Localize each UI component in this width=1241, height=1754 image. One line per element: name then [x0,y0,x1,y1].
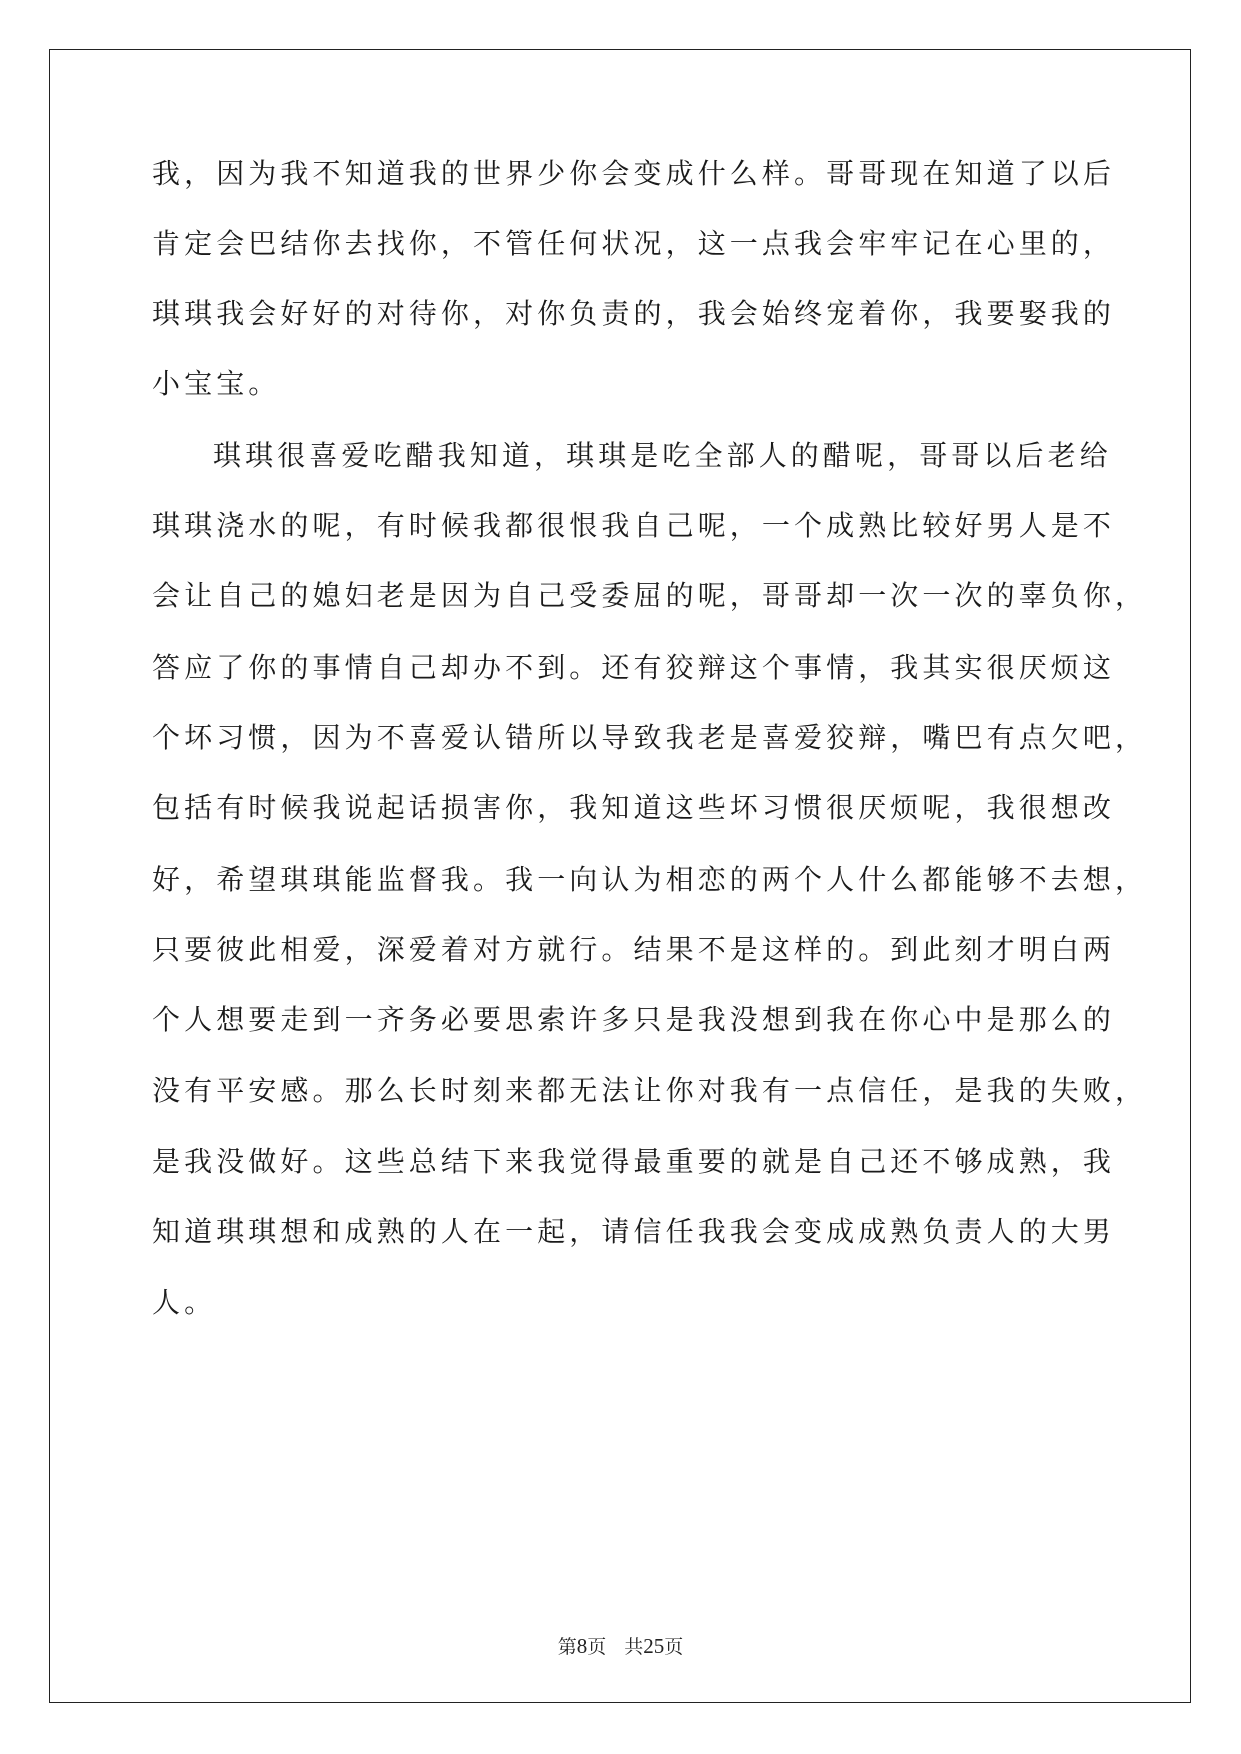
body-text-line: 包括有时候我说起话损害你，我知道这些坏习惯很厌烦呢，我很想改 [152,791,1116,824]
paragraph-first-line: 琪琪很喜爱吃醋我知道，琪琪是吃全部人的醋呢，哥哥以后老给 [213,439,1112,472]
body-text-line: 琪琪我会好好的对待你，对你负责的，我会始终宠着你，我要娶我的 [152,297,1116,330]
body-text-line: 会让自己的媳妇老是因为自己受委屈的呢，哥哥却一次一次的辜负你， [152,579,1148,612]
body-text-line: 小宝宝。 [152,367,281,400]
page-number: 8 [576,1634,588,1658]
page-footer [0,1632,1241,1659]
page-prefix: 第 [557,1636,577,1658]
body-text-line: 好，希望琪琪能监督我。我一向认为相恋的两个人什么都能够不去想， [152,863,1148,896]
page-suffix: 页 [587,1636,607,1658]
body-text-line: 个坏习惯，因为不喜爱认错所以导致我老是喜爱狡辩，嘴巴有点欠吧， [152,721,1148,754]
total-prefix: 共 [624,1636,644,1658]
body-text-line: 是我没做好。这些总结下来我觉得最重要的就是自己还不够成熟，我 [152,1145,1116,1178]
body-text-line: 肯定会巴结你去找你，不管任何状况，这一点我会牢牢记在心里的， [152,227,1116,260]
body-text-line: 琪琪浇水的呢，有时候我都很恨我自己呢，一个成熟比较好男人是不 [152,509,1116,542]
body-text-line: 人。 [152,1286,217,1319]
body-text-line: 知道琪琪想和成熟的人在一起，请信任我我会变成成熟负责人的大男 [152,1215,1116,1248]
total-pages: 25 [643,1634,665,1658]
body-text-line: 没有平安感。那么长时刻来都无法让你对我有一点信任，是我的失败， [152,1074,1148,1107]
body-text-line: 我，因为我不知道我的世界少你会变成什么样。哥哥现在知道了以后 [152,157,1116,190]
total-suffix: 页 [664,1636,684,1658]
body-text-line: 个人想要走到一齐务必要思索许多只是我没想到我在你心中是那么的 [152,1003,1116,1036]
body-text-line: 只要彼此相爱，深爱着对方就行。结果不是这样的。到此刻才明白两 [152,933,1116,966]
body-text-line: 答应了你的事情自己却办不到。还有狡辩这个事情，我其实很厌烦这 [152,651,1116,684]
